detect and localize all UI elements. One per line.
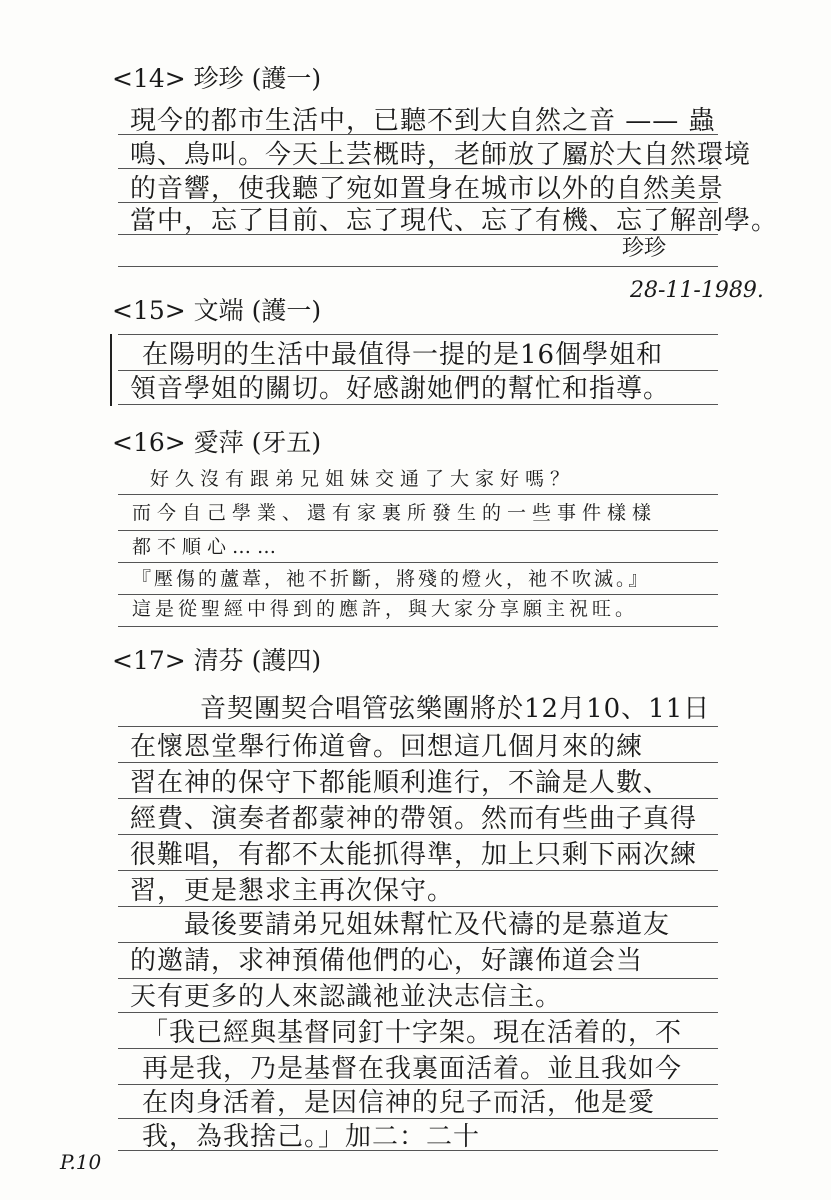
page-number: P.10	[60, 1150, 102, 1174]
ruled-line	[118, 626, 718, 627]
section-16-line-2: 而今自己學業、還有家裏所發生的一些事件樣樣	[132, 502, 658, 524]
section-17-line-12: 在肉身活着，是因信神的兒子而活，他是愛	[142, 1088, 656, 1118]
section-17-line-2: 在懷恩堂舉行佈道會。回想這几個月來的練	[130, 732, 644, 762]
section-16-line-1: 好久沒有跟弟兄姐妹交通了大家好嗎？	[150, 468, 576, 490]
ruled-line	[118, 1084, 718, 1085]
ruled-line	[118, 530, 718, 531]
ruled-line	[118, 168, 718, 169]
section-17-line-4: 經費、演奏者都蒙神的帶領。然而有些曲子真得	[130, 804, 698, 834]
ruled-line	[118, 562, 718, 563]
section-16-heading: <16> 愛萍 (牙五)	[112, 428, 322, 457]
ruled-line	[118, 334, 718, 335]
section-16-line-4: 『壓傷的蘆葦，祂不折斷，將殘的燈火，祂不吹滅。』	[132, 568, 651, 590]
section-15-bracket	[110, 334, 112, 406]
ruled-line	[118, 906, 718, 907]
ruled-line	[118, 834, 718, 835]
section-17-line-11: 再是我，乃是基督在我裏面活着。並且我如今	[142, 1054, 683, 1084]
ruled-line	[118, 1012, 718, 1013]
section-17-line-6: 習，更是懇求主再次保守。	[130, 876, 455, 906]
ruled-line	[118, 404, 718, 405]
ruled-line	[118, 942, 718, 943]
ruled-line	[118, 1150, 718, 1151]
section-14-line-1: 現今的都市生活中，已聽不到大自然之音 —— 蟲	[130, 106, 716, 136]
ruled-line	[118, 978, 718, 979]
section-17-line-13: 我，為我捨己。」加二：二十	[142, 1122, 481, 1152]
ruled-line	[118, 798, 718, 799]
ruled-line	[118, 370, 718, 371]
ruled-line	[118, 234, 718, 235]
section-15-heading: <15> 文端 (護一)	[112, 296, 322, 325]
section-14-line-4: 當中，忘了目前、忘了現代、忘了有機、忘了解剖學。	[130, 206, 779, 236]
section-14-line-2: 鳴、鳥叫。今天上芸概時，老師放了屬於大自然環境	[130, 140, 752, 170]
ruled-line	[118, 1118, 718, 1119]
section-17-line-5: 很難唱，有都不太能抓得準，加上只剩下兩次練	[130, 840, 698, 870]
section-17-line-7: 最後要請弟兄姐妹幫忙及代禱的是慕道友	[184, 910, 671, 940]
section-17-line-1: 音契團契合唱管弦樂團將於12月10、11日	[200, 694, 711, 724]
section-16-line-3: 都不順心……	[132, 536, 283, 558]
section-14-line-3: 的音響，使我聽了宛如置身在城市以外的自然美景	[130, 174, 725, 204]
ruled-line	[118, 594, 718, 595]
section-17-line-10: 「我已經與基督同釘十字架。現在活着的，不	[142, 1018, 683, 1048]
ruled-line	[118, 762, 718, 763]
section-15-line-1: 在陽明的生活中最值得一提的是16個學姐和	[142, 340, 664, 370]
section-17-line-3: 習在神的保守下都能順利進行，不論是人數、	[130, 768, 671, 798]
ruled-line	[118, 870, 718, 871]
section-14-heading: <14> 珍珍 (護一)	[112, 64, 322, 93]
section-17-line-8: 的邀請，求神預備他們的心，好讓佈道会当	[130, 946, 644, 976]
section-14-signature: 珍珍	[622, 236, 667, 261]
section-17-line-9: 天有更多的人來認識祂並決志信主。	[130, 982, 563, 1012]
ruled-line	[118, 134, 718, 135]
ruled-line	[118, 202, 718, 203]
section-16-line-5: 這是從聖經中得到的應許，與大家分享願主祝旺。	[132, 598, 639, 620]
section-17-heading: <17> 清芬 (護四)	[112, 646, 322, 675]
ruled-line	[118, 266, 718, 267]
section-14-date: 28-11-1989.	[630, 278, 764, 303]
ruled-line	[118, 726, 718, 727]
ruled-line	[118, 494, 718, 495]
section-15-line-2: 領音學姐的關切。好感謝她們的幫忙和指導。	[130, 374, 671, 404]
ruled-line	[118, 1048, 718, 1049]
